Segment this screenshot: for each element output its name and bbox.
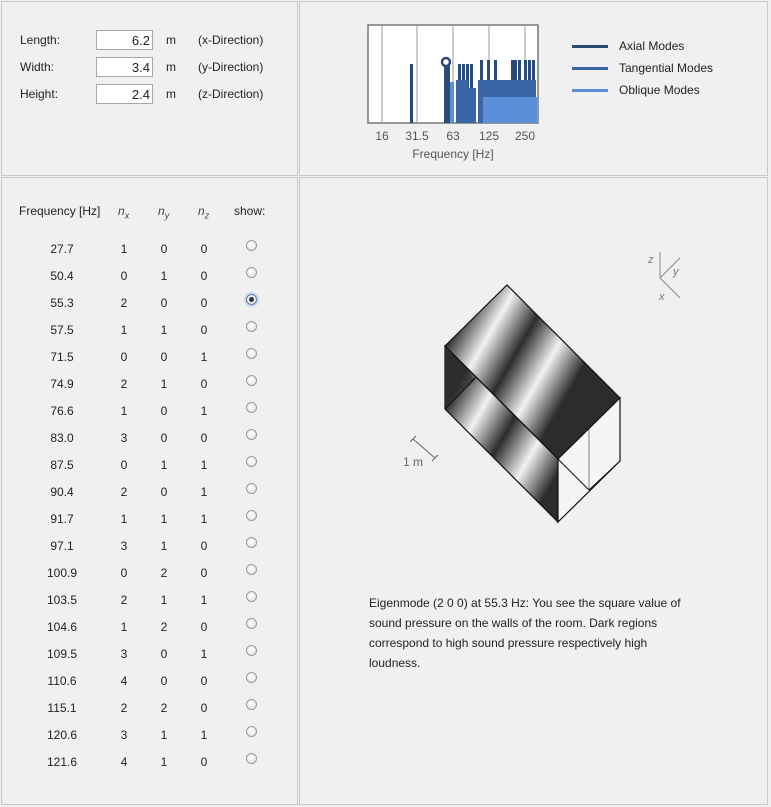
axis-x-label: x: [659, 291, 665, 303]
mode-frequency: 120.6: [46, 728, 78, 742]
mode-frequency: 55.3: [50, 296, 74, 310]
scale-bar: [403, 436, 438, 469]
mode-bar: [450, 82, 454, 123]
mode-frequency: 109.5: [46, 647, 78, 661]
mode-ny: 1: [160, 269, 168, 283]
mode-nz: 0: [200, 539, 208, 553]
mode-ny: 0: [160, 404, 168, 418]
mode-nz: 1: [200, 404, 208, 418]
mode-description: Eigenmode (2 0 0) at 55.3 Hz: You see the square value of sound pressure on the walls of the room. Dark regions correspond to high sound pressure respectively high loudness.: [369, 596, 681, 670]
mode-bar: [483, 97, 537, 123]
mode-nx: 0: [120, 350, 128, 364]
show-mode-radio[interactable]: [246, 537, 257, 548]
legend-axial-label: Axial Modes: [619, 39, 685, 53]
mode-nz: 1: [200, 647, 208, 661]
show-mode-radio[interactable]: [246, 321, 257, 332]
mode-ny: 2: [160, 566, 168, 580]
mode-nx: 3: [120, 647, 128, 661]
tick-250: 250: [514, 129, 536, 143]
mode-bar: [468, 88, 476, 123]
axis-z-label: z: [648, 254, 654, 266]
mode-nz: 0: [200, 323, 208, 337]
mode-ny: 0: [160, 647, 168, 661]
mode-nx: 1: [120, 620, 128, 634]
mode-ny: 1: [160, 728, 168, 742]
mode-nz: 1: [200, 485, 208, 499]
tick-31-5: 31.5: [405, 129, 429, 143]
show-mode-radio[interactable]: [246, 564, 257, 575]
height-unit: m: [166, 87, 176, 101]
length-direction: (x-Direction): [198, 33, 264, 47]
mode-frequency: 115.1: [47, 701, 77, 715]
legend-axial-swatch: [572, 45, 608, 48]
mode-nz: 0: [200, 377, 208, 391]
length-input[interactable]: [96, 30, 153, 50]
mode-frequency: 110.6: [47, 674, 77, 688]
mode-ny: 1: [160, 539, 168, 553]
legend-oblique-label: Oblique Modes: [619, 83, 700, 97]
show-mode-radio[interactable]: [246, 753, 257, 764]
mode-nz: 1: [200, 512, 208, 526]
mode-ny: 1: [160, 755, 168, 769]
mode-nz: 1: [200, 728, 208, 742]
mode-nz: 0: [200, 620, 208, 634]
tick-125: 125: [478, 129, 500, 143]
mode-ny: 0: [160, 431, 168, 445]
mode-frequency: 76.6: [50, 404, 74, 418]
legend-tangential-label: Tangential Modes: [619, 61, 714, 75]
mode-ny: 1: [160, 593, 168, 607]
height-direction: (z-Direction): [198, 87, 264, 101]
mode-nz: 0: [200, 431, 208, 445]
mode-frequency: 27.7: [50, 242, 74, 256]
mode-nx: 2: [120, 485, 128, 499]
room-3d-view[interactable]: [300, 178, 769, 806]
mode-frequency: 87.5: [50, 458, 74, 472]
mode-list-panel: [1, 177, 298, 805]
width-direction: (y-Direction): [198, 60, 264, 74]
mode-nz: 1: [200, 350, 208, 364]
mode-nx: 0: [120, 566, 128, 580]
mode-nx: 3: [120, 539, 128, 553]
room-dimensions-panel: [1, 1, 298, 176]
axes-indicator: [647, 252, 680, 303]
mode-frequency: 104.6: [46, 620, 78, 634]
legend-axial: [572, 39, 684, 53]
legend-oblique: [572, 83, 700, 97]
mode-nx: 0: [120, 269, 128, 283]
show-mode-radio[interactable]: [246, 267, 257, 278]
mode-nz: 1: [200, 593, 208, 607]
mode-nx: 1: [120, 404, 128, 418]
scale-bar-label: 1 m: [403, 455, 424, 469]
mode-ny: 2: [160, 701, 168, 715]
mode-frequency: 121.6: [46, 755, 78, 769]
spectrum-x-ticks: [375, 129, 535, 143]
show-mode-radio[interactable]: [246, 375, 257, 386]
axis-y-label: y: [673, 266, 679, 278]
col-header-nx: $n_x$: [118, 204, 130, 221]
mode-frequency: 90.4: [50, 485, 74, 499]
show-mode-radio[interactable]: [246, 699, 257, 710]
mode-ny: 0: [160, 674, 168, 688]
mode-frequency: 97.1: [50, 539, 74, 553]
show-mode-radio[interactable]: [246, 672, 257, 683]
length-unit: m: [166, 33, 176, 47]
mode-bar: [444, 62, 447, 123]
mode-frequency: 50.4: [50, 269, 74, 283]
mode-ny: 0: [160, 485, 168, 499]
mode-bar: [410, 64, 413, 123]
length-label: Length:: [20, 33, 61, 47]
col-header-ny: $n_y$: [158, 204, 170, 221]
mode-ny: 1: [160, 512, 168, 526]
tick-16: 16: [375, 129, 389, 143]
mode-nx: 1: [120, 512, 128, 526]
show-mode-radio[interactable]: [246, 591, 257, 602]
mode-ny: 0: [160, 350, 168, 364]
mode-ny: 1: [160, 458, 168, 472]
width-unit: m: [166, 60, 176, 74]
height-row: [20, 83, 263, 105]
mode-frequency: 103.5: [46, 593, 78, 607]
mode-ny: 2: [160, 620, 168, 634]
mode-nx: 2: [120, 377, 128, 391]
mode-ny: 1: [160, 377, 168, 391]
mode-frequency: 71.5: [50, 350, 74, 364]
mode-nx: 4: [120, 674, 128, 688]
legend-tangential: [572, 61, 713, 75]
mode-bar: [447, 62, 450, 123]
height-label: Height:: [20, 87, 59, 101]
mode-nx: 2: [120, 296, 128, 310]
show-mode-radio[interactable]: [246, 348, 257, 359]
mode-frequency: 91.7: [50, 512, 74, 526]
spectrum-x-label: Frequency [Hz]: [412, 147, 494, 161]
room-view-panel: [299, 177, 768, 805]
mode-nx: 2: [120, 701, 128, 715]
mode-nz: 0: [200, 242, 208, 256]
height-input[interactable]: [96, 84, 153, 104]
mode-ny: 0: [160, 242, 168, 256]
mode-spectrum-panel: [299, 1, 768, 176]
mode-nz: 0: [200, 755, 208, 769]
length-row: [20, 29, 263, 51]
col-header-frequency: Frequency [Hz]: [19, 204, 101, 218]
show-mode-radio[interactable]: [246, 483, 257, 494]
show-mode-radio[interactable]: [246, 726, 257, 737]
mode-frequency: 57.5: [50, 323, 74, 337]
mode-nz: 0: [200, 674, 208, 688]
mode-bar: [456, 80, 468, 123]
width-input[interactable]: [96, 57, 153, 77]
mode-ny: 0: [160, 296, 168, 310]
mode-nx: 3: [120, 431, 128, 445]
show-mode-radio[interactable]: [246, 456, 257, 467]
mode-nx: 1: [120, 323, 128, 337]
width-row: [20, 56, 263, 78]
show-mode-radio[interactable]: [246, 294, 257, 305]
mode-nx: 2: [120, 593, 128, 607]
show-mode-radio[interactable]: [246, 240, 257, 251]
mode-ny: 1: [160, 323, 168, 337]
mode-frequency: 74.9: [50, 377, 74, 391]
col-header-show: show:: [234, 204, 266, 218]
selected-mode-marker: [442, 58, 450, 66]
mode-nx: 3: [120, 728, 128, 742]
show-mode-radio[interactable]: [246, 618, 257, 629]
legend-tangential-swatch: [572, 67, 608, 70]
legend-oblique-swatch: [572, 89, 608, 92]
tick-63: 63: [446, 129, 460, 143]
mode-frequency: 83.0: [50, 431, 74, 445]
show-mode-radio[interactable]: [246, 402, 257, 413]
mode-nx: 4: [120, 755, 128, 769]
col-header-nz: $n_z$: [198, 204, 210, 221]
show-mode-radio[interactable]: [246, 645, 257, 656]
mode-nx: 0: [120, 458, 128, 472]
width-label: Width:: [20, 60, 55, 74]
mode-frequency: 100.9: [46, 566, 78, 580]
mode-nx: 1: [120, 242, 128, 256]
mode-nz: 0: [200, 701, 208, 715]
mode-nz: 1: [200, 458, 208, 472]
mode-nz: 0: [200, 269, 208, 283]
show-mode-radio[interactable]: [246, 510, 257, 521]
mode-nz: 0: [200, 296, 208, 310]
show-mode-radio[interactable]: [246, 429, 257, 440]
mode-nz: 0: [200, 566, 208, 580]
